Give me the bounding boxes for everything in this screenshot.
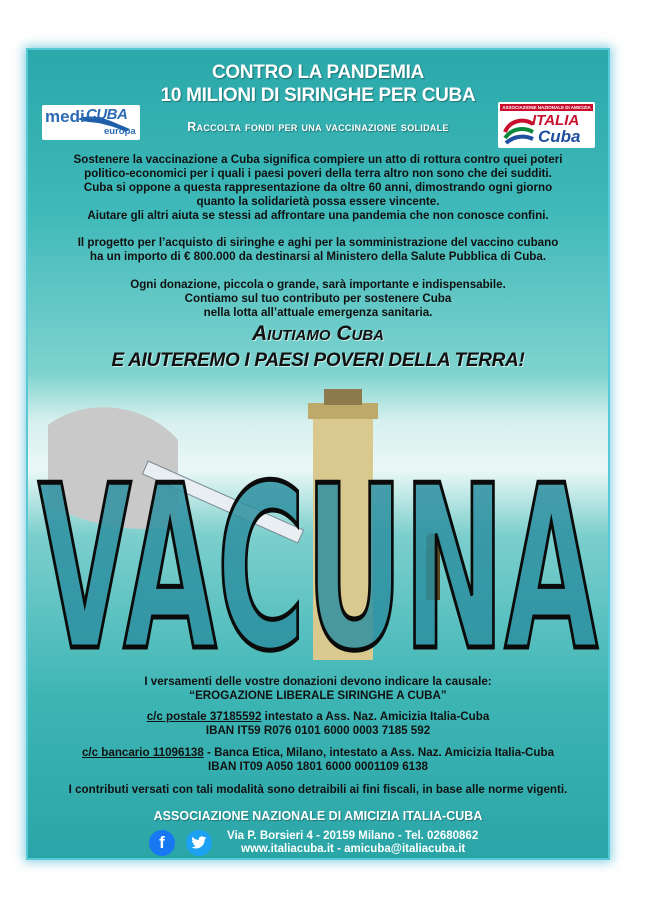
body-line: Ogni donazione, piccola o grande, sarà importante e indispensabile.: [130, 278, 506, 291]
footer-web[interactable]: www.italiacuba.it - amicuba@italiacuba.it: [241, 843, 466, 855]
bancario-label: c/c bancario 11096138: [81, 746, 204, 759]
postale-label: c/c postale 37185592: [146, 710, 262, 723]
body-paragraph-1: [28, 153, 608, 223]
logo-europa: europa: [104, 126, 136, 137]
footer-contacts: [227, 830, 607, 856]
logo-swoosh-icon: [502, 114, 536, 146]
bancario-line: [28, 746, 608, 760]
body-paragraph-3: [28, 278, 608, 320]
poster: [28, 50, 608, 858]
fiscal-note: I contributi versati con tali modalità sono detraibili ai fini fiscali, in base alle norme vigenti.: [68, 783, 568, 796]
footer-org: ASSOCIAZIONE NAZIONALE DI AMICIZIA ITALIA-CUBA: [153, 809, 483, 823]
bancario-iban: IBAN IT09 A050 1801 6000 0001109 6138: [207, 760, 429, 773]
body-line: politico-economici per i quali i paesi poveri della terra altro non sono che dei sudditi.: [84, 167, 552, 180]
body-line: Aiutare gli altri aiuta se stessi ad affrontare una pandemia che non conosce confini.: [87, 209, 549, 222]
twitter-icon[interactable]: [186, 830, 212, 856]
body-line: Cuba si oppone a questa rappresentazione da oltre 60 anni, dimostrando ogni giorno: [83, 181, 553, 194]
hero-vacuna: [28, 385, 608, 660]
body-line: Il progetto per l’acquisto di siringhe e aghi per la somministrazione del vaccino cubano: [77, 236, 559, 249]
logo-top-band: ASSOCIAZIONE NAZIONALE DI AMICIZIA: [500, 104, 593, 111]
title-line-2: 10 MILIONI DI SIRINGHE PER CUBA: [160, 85, 476, 106]
donation-causale: “EROGAZIONE LIBERALE SIRINGHE A CUBA”: [189, 689, 447, 702]
postale-iban: IBAN IT59 R076 0101 6000 0003 7185 592: [205, 724, 431, 737]
body-line: Sostenere la vaccinazione a Cuba significa compiere un atto di rottura contro quei poteri: [73, 153, 563, 166]
logo-medi: medi: [45, 107, 85, 126]
bancario-rest: - Banca Etica, Milano, intestato a Ass. Naz. Amicizia Italia-Cuba: [203, 746, 555, 759]
footer-address: Via P. Borsieri 4 - 20159 Milano - Tel. 02680862: [227, 830, 479, 842]
postale-rest: intestato a Ass. Naz. Amicizia Italia-Cuba: [261, 710, 490, 723]
donation-intro: I versamenti delle vostre donazioni devono indicare la causale:: [144, 675, 492, 688]
medicuba-logo: [42, 105, 140, 140]
vacuna-word: VACUNA: [38, 438, 598, 660]
body-line: quanto la solidarietà possa essere vincente.: [196, 195, 440, 208]
italia-cuba-logo: [498, 102, 595, 148]
logo-cuba-right: Cuba: [538, 127, 581, 146]
body-line: Contiamo sul tuo contributo per sostenere Cuba: [184, 292, 452, 305]
body-paragraph-2: [28, 236, 608, 264]
slogan-line-2: E AIUTEREMO I PAESI POVERI DELLA TERRA!: [111, 350, 525, 371]
body-line: ha un importo di € 800.000 da destinarsi al Ministero della Salute Pubblica di Cuba.: [89, 250, 547, 263]
subtitle: Raccolta fondi per una vaccinazione solidale: [187, 120, 449, 134]
title-line-1: CONTRO LA PANDEMIA: [211, 62, 425, 83]
postale-line: [28, 710, 608, 724]
slogan-line-1: Aiutiamo Cuba: [252, 322, 384, 345]
body-line: nella lotta all’attuale emergenza sanitaria.: [203, 306, 433, 319]
logo-italia: ITALIA: [532, 112, 580, 129]
logo-cuba: CUBA: [86, 106, 128, 123]
facebook-icon[interactable]: f: [149, 830, 175, 856]
